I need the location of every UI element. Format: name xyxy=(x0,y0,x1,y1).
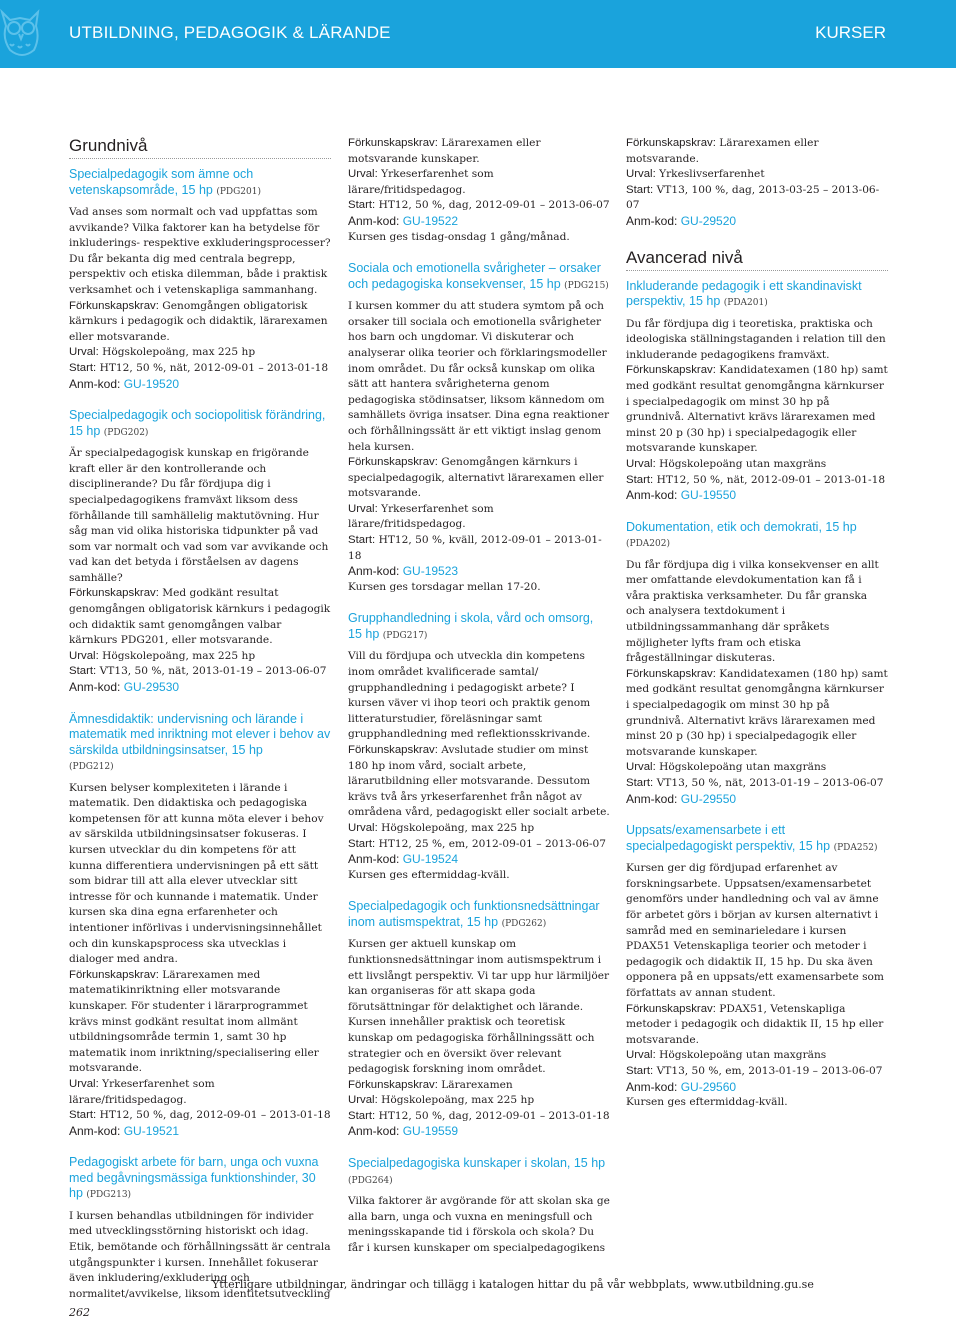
category-title: KURSER xyxy=(815,23,886,42)
course-requirements: Förkunskapskrav: Genomgången kärnkurs i specialpedagogik, alternativt lärarexamen eller motsvarande. xyxy=(348,456,604,500)
course-description: Du får fördjupa dig i vilka konsekvenser en allt mer omfattande elevdokumentation kan få i våra praktiska verksamheter. Du får granska och analysera textdokument i utbildningssammanhang där språkets möjligheter lyfts fram och etiska frågeställningar diskuteras. xyxy=(626,558,879,665)
course-title: Sociala och emotionella svårigheter – orsaker och pedagogiska konsekvenser, 15 hp (PDG215) xyxy=(348,261,609,291)
course-requirements: Förkunskapskrav: Med godkänt resultat genomgången obligatorisk kärnkurs i pedagogik och didaktik samt genomgången valbar kärnkurs PDG201, eller motsvarande. xyxy=(69,587,331,647)
column-2 xyxy=(348,136,610,1256)
course-selection: Urval: Högskolepoäng, max 225 hp xyxy=(69,649,256,662)
course-code: (PDG215) xyxy=(564,280,609,291)
course-pdg201 xyxy=(69,167,331,392)
course-selection: Urval: Yrkeserfarenhet som lärare/fritidspedagog. xyxy=(69,1077,215,1106)
course-code: (PDG213) xyxy=(86,1190,132,1201)
course-description: Kursen belyser komplexiteten i lärande i matematik. Den didaktiska och pedagogiska kompetensen för att kunna möta elever i behov av särskilda utbildningsinsatser fokuseras. I kursen utvecklar du din kompetens för att kunna differentiera undervisningen på ett sätt som bidrar till att alla elever utvecklar sitt intresse för och kunnande i matematik. Under kursen ska dina egna erfarenheter och intentioner införlivas i undervisningsinnehållet och din kunskapsprocess ska utvecklas i dialoger med andra. xyxy=(69,781,324,966)
course-pdg217 xyxy=(348,611,610,883)
course-requirements: Förkunskapskrav: Kandidatexamen (180 hp) samt med godkänt resultat genomgångna kärnkurser i specialpedagogik om minst 30 hp på grundnivå. Alternativt krävs lärarexamen med minst 20 p (30 hp) i specialpedagogik eller motsvarande kunskaper. xyxy=(626,364,888,455)
course-title: Inkluderande pedagogik i ett skandinaviskt perspektiv, 15 hp (PDA201) xyxy=(626,278,862,309)
section-title: UTBILDNING, PEDAGOGIK & LÄRANDE xyxy=(69,23,391,42)
course-code: (PDA202) xyxy=(626,539,670,550)
course-start: Start: HT12, 50 %, kväll, 2012-09-01 – 2013-01-18 xyxy=(348,534,602,562)
course-code: (PDG202) xyxy=(103,427,149,438)
course-start: Start: VT13, 50 %, nät, 2013-01-19 – 2013-06-07 xyxy=(626,777,884,789)
course-description: I kursen behandlas utbildningen för individer med utvecklingsstörning historiskt och idag. Etik, bemötande och förhållningssätt är centrala utgångspunkter i kursen. Innehållet fokuserar även inkludering/exkludering och normalitet/avvikelse, liksom identitetsutveckling xyxy=(69,1209,331,1300)
course-requirements: Förkunskapskrav: Lärarexamen xyxy=(348,1078,513,1091)
course-start: Start: VT13, 100 %, dag, 2013-03-25 – 2013-06-07 xyxy=(626,183,880,212)
course-title: Ämnesdidaktik: undervisning och lärande i matematik med inriktning mot elever i behov av särskilda utbildningsinsatser, 15 hp (PDG212) xyxy=(69,711,331,773)
course-selection: Urval: Högskolepoäng utan maxgräns xyxy=(626,1049,827,1062)
course-pdg264 xyxy=(348,1156,610,1256)
course-pdg215 xyxy=(348,261,610,595)
course-code: (PDA201) xyxy=(723,298,768,309)
course-selection: Urval: Högskolepoäng, max 225 hp xyxy=(348,1094,535,1107)
course-pda201 xyxy=(626,279,888,504)
course-code: (PDG264) xyxy=(348,1175,393,1186)
course-start: Start: VT13, 50 %, nät, 2013-01-19 – 2013-06-07 xyxy=(69,665,327,678)
course-start: Start: HT12, 50 %, nät, 2012-09-01 – 2013-01-18 xyxy=(626,473,886,486)
course-code: (PDA252) xyxy=(833,842,878,853)
course-pdg262 xyxy=(348,899,610,1140)
course-title: Specialpedagogik och funktionsnedsättningar inom autismspektrat, 15 hp (PDG262) xyxy=(348,899,600,929)
course-note: Kursen ges eftermiddag-kväll. xyxy=(348,868,510,881)
course-pdg202 xyxy=(69,408,331,696)
course-requirements: Förkunskapskrav: Avslutade studier om minst 180 hp inom vård, socialt arbete, lärarutbildning eller motsvarande. Dessutom krävs två års yrkeserfarenhet från något av områdena vård, pedagogiskt eller socialt arbete. xyxy=(348,744,610,819)
course-start: Start: HT12, 50 %, dag, 2012-09-01 – 2013-06-07 xyxy=(348,199,610,212)
course-start: Start: HT12, 50 %, dag, 2012-09-01 – 2013-01-18 xyxy=(69,1109,331,1122)
page-number: 262 xyxy=(69,1306,90,1319)
course-description: Kursen ger dig fördjupad erfarenhet av forskningsarbete. Uppsatsen/examensarbetet genomförs under handledning och val av ämne för arbetet görs i början av kursen alternativt i samråd med en seminarieledare i kursen PDAX51 Vetenskapliga teorier och metoder i pedagogik och didaktik II, 15 hp. Du ska även opponera på en uppsats/ett examensarbete som författats av annan student. xyxy=(626,862,884,999)
course-description: Vad anses som normalt och vad uppfattas som avvikande? Vilka faktorer kan ha betydelse för inkluderings- respektive exkluderingsprocesser? Du får bekanta dig med centrala begrepp, perspektiv och etiska dilemman, både i praktisk verksamhet och i vetenskapliga sammanhang. xyxy=(69,206,331,296)
course-pdg212 xyxy=(69,712,331,1140)
course-selection: Urval: Högskolepoäng utan maxgräns xyxy=(626,457,827,470)
course-title: Specialpedagogiska kunskaper i skolan, 15 hp (PDG264) xyxy=(348,1156,606,1186)
course-code: (PDG201) xyxy=(216,186,261,197)
course-note: Kursen ges tisdag-onsdag 1 gång/månad. xyxy=(348,230,570,243)
course-note: Kursen ges eftermiddag-kväll. xyxy=(626,1096,788,1109)
course-application-code: Anm-kod: GU-29560 xyxy=(626,1079,737,1094)
course-start: Start: HT12, 50 %, dag, 2012-09-01 – 2013-01-18 xyxy=(348,1109,610,1122)
course-application-code: Anm-kod: GU-19550 xyxy=(626,488,737,503)
course-description: Är specialpedagogisk kunskap en frigörande kraft eller är den kontrollerande och disciplinerande? Du får fördjupa dig i specialpedagogikens framväxt liksom dess förhållande till samhällelig maktutövning. Hur såg man vid olika historiska tidpunkter på vad som var normalt och vad som var avvikande och vad kan det betyda i förståelsen av dagens samhälle? xyxy=(69,447,329,584)
course-code: (PDG217) xyxy=(382,630,428,641)
course-selection: Urval: Yrkeserfarenhet som lärare/fritidspedagog. xyxy=(348,168,494,196)
page-header xyxy=(0,0,956,68)
course-selection: Urval: Högskolepoäng utan maxgräns xyxy=(626,761,827,774)
course-start: Start: HT12, 50 %, nät, 2012-09-01 – 2013-01-18 xyxy=(69,361,329,374)
course-application-code: Anm-kod: GU-19559 xyxy=(348,1124,459,1139)
course-description: Vilka faktorer är avgörande för att skolan ska ge alla barn, unga och vuxna en meningsfull och meningsskapande tid i förskola och skola? Du får i kursen kunskaper om specialpedagogikens xyxy=(348,1195,610,1254)
course-title: Specialpedagogik och sociopolitisk förändring, 15 hp (PDG202) xyxy=(69,408,326,438)
course-description: Kursen ger aktuell kunskap om funktionsnedsättningar inom autismspektrum i ett livslångt perspektiv. Vi tar upp hur lärmiljöer kan organiseras för att skapa goda förutsättningar för delaktighet och lärande. Kursen innehåller praktisk och teoretisk kunskap om pedagogiska förhållningssätt och strategier och en översikt över relevant pedagogisk forskning inom området. xyxy=(348,938,610,1076)
course-application-code: Anm-kod: GU-19524 xyxy=(348,852,459,867)
course-title: Grupphandledning i skola, vård och omsorg, 15 hp (PDG217) xyxy=(348,611,594,641)
column-1 xyxy=(69,136,331,1303)
course-application-code: Anm-kod: GU-19523 xyxy=(348,564,459,579)
course-description: I kursen kommer du att studera symtom på och orsaker till sociala och emotionella svårigheter hos barn och ungdomar. Vi diskuterar och analyserar olika teorier och förklaringsmodeller inom området. Du får också kunskap om olika sätt att hantera svårigheterna genom pedagogiska stödinsatser, liksom kännedom om samhällets övriga insatser. Dina egna reaktioner och förhållningssätt är ett viktigt inslag genom hela kursen. xyxy=(348,300,610,453)
level-heading: Grundnivå xyxy=(69,136,331,159)
course-requirements: Förkunskapskrav: Lärarexamen eller motsvarande. xyxy=(626,137,819,165)
course-selection: Urval: Yrkeserfarenhet som lärare/fritidspedagog. xyxy=(348,502,494,531)
course-description: Du får fördjupa dig i teoretiska, praktiska och ideologiska ställningstaganden i relation till den inkluderande pedagogikens framväxt. xyxy=(626,317,886,361)
course-start: Start: HT12, 25 %, em, 2012-09-01 – 2013-06-07 xyxy=(348,837,607,850)
course-title: Uppsats/examensarbete i ett specialpedagogiskt perspektiv, 15 hp (PDA252) xyxy=(626,823,878,853)
footer-note: Ytterligare utbildningar, ändringar och tillägg i katalogen hittar du på vår webbplats, www.utbildning.gu.se xyxy=(212,1278,814,1291)
course-requirements: Förkunskapskrav: Genomgången obligatorisk kärnkurs i pedagogik och didaktik, lärarexamen eller motsvarande. xyxy=(69,299,328,343)
course-selection: Urval: Högskolepoäng, max 225 hp xyxy=(348,821,535,834)
course-application-code: Anm-kod: GU-29550 xyxy=(626,791,737,806)
course-application-code: Anm-kod: GU-29520 xyxy=(626,213,737,228)
course-requirements: Förkunskapskrav: PDAX51, Vetenskapliga metoder i pedagogik och didaktik II, 15 hp eller motsvarande. xyxy=(626,1002,884,1046)
course-note: Kursen ges torsdagar mellan 17-20. xyxy=(348,580,541,593)
course-pda252 xyxy=(626,823,888,1111)
course-code: (PDG212) xyxy=(69,762,114,773)
column-3 xyxy=(626,136,888,1111)
course-description: Vill du fördjupa och utveckla din kompetens inom området kvalificerade samtal/ grupphandledning i pedagogiskt arbete? I kursen väver vi ihop teori och praktik genom litteraturstudier, föreläsningar samt grupphandledning med reflektionsskrivande. xyxy=(348,650,591,741)
course-code: (PDG262) xyxy=(501,918,547,929)
course-title: Specialpedagogik som ämne och vetenskapsområde, 15 hp (PDG201) xyxy=(69,167,261,197)
course-requirements: Förkunskapskrav: Lärarexamen eller motsvarande kunskaper. xyxy=(348,137,541,165)
course-title: Pedagogiskt arbete för barn, unga och vuxna med begåvningsmässiga funktionshinder, 30 hp (PDG213) xyxy=(69,1155,319,1201)
owl-logo-icon xyxy=(0,4,44,64)
course-application-code: Anm-kod: GU-19520 xyxy=(69,376,180,391)
course-title: Dokumentation, etik och demokrati, 15 hp (PDA202) xyxy=(626,519,857,550)
course-start: Start: VT13, 50 %, em, 2013-01-19 – 2013-06-07 xyxy=(626,1064,883,1077)
course-application-code: Anm-kod: GU-19522 xyxy=(348,213,459,228)
course-pdg213-continued xyxy=(348,136,610,245)
course-application-code: Anm-kod: GU-29530 xyxy=(69,680,180,695)
level-heading: Avancerad nivå xyxy=(626,248,888,271)
course-application-code: Anm-kod: GU-19521 xyxy=(69,1123,180,1138)
course-requirements: Förkunskapskrav: Kandidatexamen (180 hp) samt med godkänt resultat genomgångna kärnkurser i specialpedagogik om minst 30 hp på grundnivå. Alternativt krävs lärarexamen med minst 20 p (30 hp) i specialpedagogik eller motsvarande kunskaper. xyxy=(626,667,888,758)
course-selection: Urval: Högskolepoäng, max 225 hp xyxy=(69,346,256,359)
course-pdg264-continued xyxy=(626,136,888,230)
course-pda202 xyxy=(626,520,888,808)
course-requirements: Förkunskapskrav: Lärarexamen med matematikinriktning eller motsvarande kunskaper. För studenter i lärarprogrammet krävs minst godkänt resultat inom allmänt utbildningsområde termin 1, samt 30 hp matematik inom inriktning/specialisering eller motsvarande. xyxy=(69,968,319,1075)
course-selection: Urval: Yrkeslivserfarenhet xyxy=(626,168,765,181)
